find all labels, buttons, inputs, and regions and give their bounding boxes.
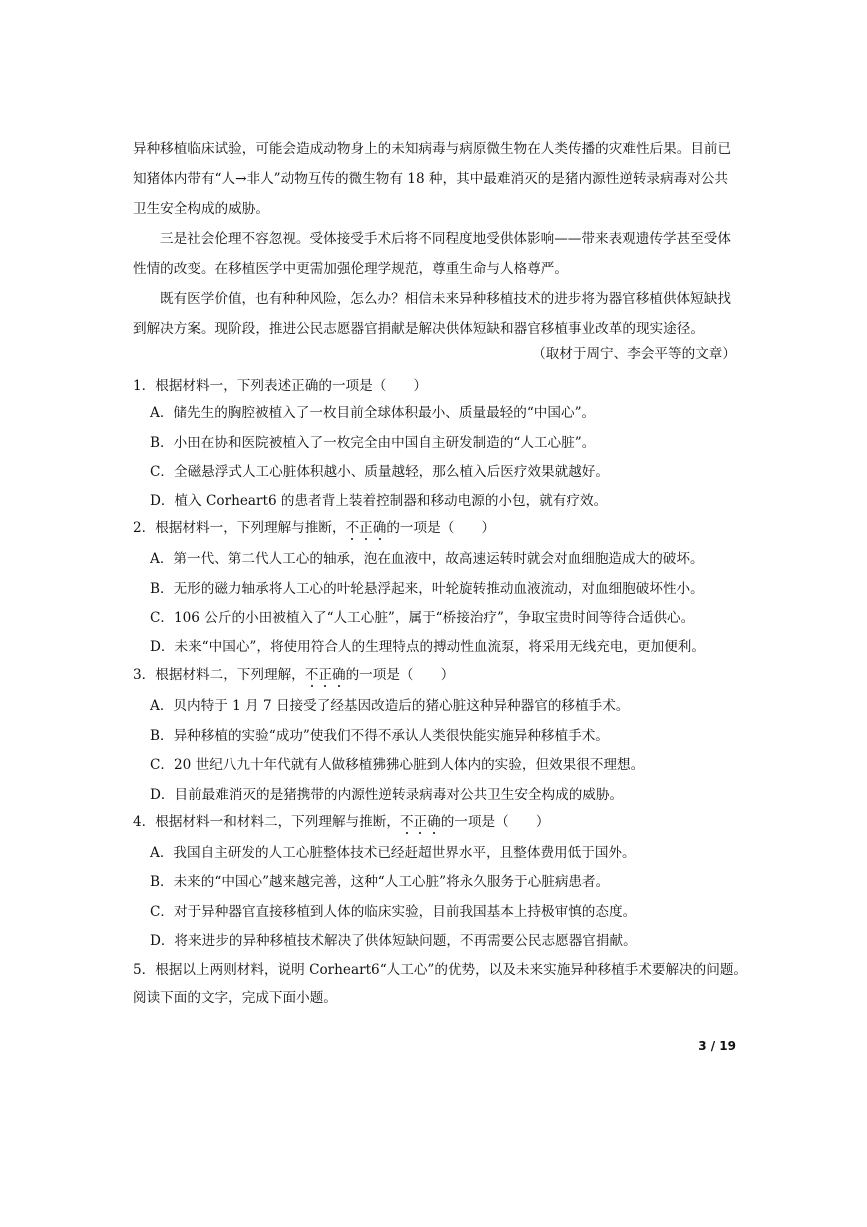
passage-line: 既有医学价值，也有种种风险，怎么办？相信未来异种移植技术的进步将为器官移植供体短缺找 [160, 291, 731, 307]
question-stem-4: 4．根据材料一和材料二，下列理解与推断，不正确的一项是（ ） [133, 814, 550, 830]
question-stem-5: 5．根据以上两则材料，说明 Corheart6“人工心”的优势，以及未来实施异种移植手术要解决的问题。 [133, 962, 748, 978]
passage-line: 性情的改变。在移植医学中更需加强伦理学规范，尊重生命与人格尊严。 [133, 261, 568, 277]
option-1a: A．储先生的胸腔被植入了一枚目前全球体积最小、质量最轻的“中国心”。 [150, 405, 596, 421]
option-4a: A．我国自主研发的人工心脏整体技术已经赶超世界水平，且整体费用低于国外。 [150, 845, 636, 861]
emphasis-mark: 正 [318, 667, 332, 683]
option-2b: B．无形的磁力轴承将人工心的叶轮悬浮起来，叶轮旋转推动血液流动，对血细胞破坏性小。 [150, 581, 704, 597]
passage-line: 知猪体内带有“人→非人”动物互传的微生物有 18 种，其中最难消灭的是猪内源性逆转录病毒对公共 [133, 171, 728, 187]
emphasis-mark: 不 [345, 520, 360, 536]
option-3b: B．异种移植的实验“成功”使我们不得不承认人类很快能实施异种移植手术。 [150, 728, 609, 744]
emphasis-mark: 不 [304, 667, 319, 683]
source-citation: （取材于周宁、李会平等的文章） [532, 346, 736, 362]
emphasis-mark: 正 [413, 814, 428, 830]
option-4d: D．将来进步的异种移植技术解决了供体短缺问题，不再需要公民志愿器官捐献。 [150, 933, 637, 949]
option-4b: B．未来的“中国心”越来越完善，这种“人工心脏”将永久服务于心脏病患者。 [150, 874, 610, 890]
option-1c: C．全磁悬浮式人工心脏体积越小、质量越轻，那么植入后医疗效果就越好。 [150, 464, 609, 480]
option-1b: B．小田在协和医院被植入了一枚完全由中国自主研发制造的“人工心脏”。 [150, 435, 596, 451]
option-1d: D．植入 Corheart6 的患者背上装着控制器和移动电源的小包，就有疗效。 [150, 493, 608, 509]
emphasis-mark: 不 [399, 814, 414, 830]
emphasis-mark: 确 [331, 667, 346, 683]
option-3a: A．贝内特于 1 月 7 日接受了经基因改造后的猪心脏这种异种器官的移植手术。 [150, 698, 630, 714]
option-4c: C．对于异种器官直接移植到人体的临床实验，目前我国基本上持极审慎的态度。 [150, 904, 637, 920]
question-stem-2: 2．根据材料一，下列理解与推断，不正确的一项是（ ） [133, 520, 496, 536]
question-stem-3: 3．根据材料二，下列理解，不正确的一项是（ ） [133, 667, 455, 683]
passage-line: 异种移植临床试验，可能会造成动物身上的未知病毒与病原微生物在人类传播的灾难性后果。目前已 [133, 141, 732, 157]
option-2a: A．第一代、第二代人工心的轴承，泡在血液中，故高速运转时就会对血细胞造成大的破坏。 [150, 551, 704, 567]
question-stem-1: 1．根据材料一，下列表述正确的一项是（ ） [133, 378, 428, 394]
option-3c: C．20 世纪八九十年代就有人做移植狒狒心脏到人体内的实验，但效果很不理想。 [150, 757, 645, 773]
passage-line: 卫生安全构成的威胁。 [133, 201, 269, 217]
option-2c: C．106 公斤的小田被植入了“人工心脏”，属于“桥接治疗”，争取宝贵时间等待合适供心。 [150, 610, 695, 626]
option-2d: D．未来“中国心”，将使用符合人的生理特点的搏动性血流泵，将采用无线充电，更加便利。 [150, 639, 705, 655]
option-3d: D．目前最难消灭的是猪携带的内源性逆转录病毒对公共卫生安全构成的威胁。 [150, 787, 624, 803]
passage-line: 到解决方案。现阶段，推进公民志愿器官捐献是解决供体短缺和器官移植事业改革的现实途径。 [133, 321, 704, 337]
emphasis-mark: 正 [359, 520, 373, 536]
instruction-text: 阅读下面的文字，完成下面小题。 [133, 990, 337, 1006]
emphasis-mark: 确 [372, 520, 387, 536]
passage-line: 三是社会伦理不容忽视。受体接受手术后将不同程度地受供体影响——带来表观遗传学甚至受体 [160, 231, 731, 247]
emphasis-mark: 确 [427, 814, 441, 830]
page-number: 3 / 19 [698, 1039, 736, 1053]
